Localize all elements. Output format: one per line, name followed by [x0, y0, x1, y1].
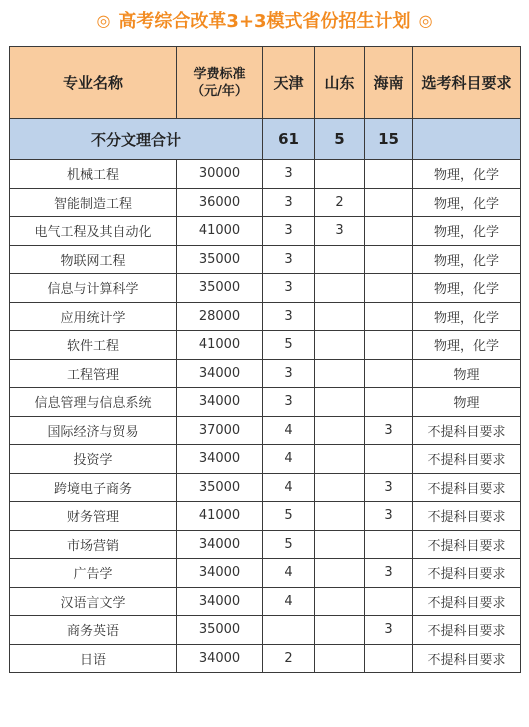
- table-row: [10, 616, 521, 645]
- table-row: [10, 331, 521, 360]
- cell-fee: 35000: [177, 274, 263, 303]
- cell-fee: 34000: [177, 388, 263, 417]
- cell-tianjin: 3: [263, 217, 315, 246]
- cell-fee: 28000: [177, 302, 263, 331]
- cell-fee: 34000: [177, 644, 263, 673]
- total-subjects: [413, 119, 521, 160]
- cell-hainan: [365, 160, 413, 189]
- cell-shandong: [315, 416, 365, 445]
- cell-subjects: 物理: [413, 388, 521, 417]
- cell-subjects: 物理，化学: [413, 245, 521, 274]
- cell-tianjin: 2: [263, 644, 315, 673]
- cell-tianjin: 5: [263, 331, 315, 360]
- cell-shandong: [315, 502, 365, 531]
- cell-major: 商务英语: [10, 616, 177, 645]
- cell-shandong: [315, 445, 365, 474]
- header-tianjin: 天津: [263, 47, 315, 119]
- cell-fee: 41000: [177, 502, 263, 531]
- cell-fee: 41000: [177, 217, 263, 246]
- total-row: [10, 119, 521, 160]
- header-shandong: 山东: [315, 47, 365, 119]
- table-row: [10, 217, 521, 246]
- table-body: [10, 160, 521, 673]
- total-tianjin: 61: [263, 119, 315, 160]
- cell-shandong: 2: [315, 188, 365, 217]
- cell-fee: 37000: [177, 416, 263, 445]
- cell-tianjin: 5: [263, 530, 315, 559]
- cell-hainan: [365, 359, 413, 388]
- cell-tianjin: 4: [263, 473, 315, 502]
- cell-shandong: 3: [315, 217, 365, 246]
- cell-shandong: [315, 388, 365, 417]
- table-row: [10, 416, 521, 445]
- cell-subjects: 物理，化学: [413, 217, 521, 246]
- cell-major: 智能制造工程: [10, 188, 177, 217]
- cell-fee: 34000: [177, 445, 263, 474]
- cell-major: 日语: [10, 644, 177, 673]
- cell-tianjin: 4: [263, 587, 315, 616]
- cell-shandong: [315, 245, 365, 274]
- table-row: [10, 445, 521, 474]
- cell-major: 机械工程: [10, 160, 177, 189]
- cell-shandong: [315, 644, 365, 673]
- cell-subjects: 物理，化学: [413, 331, 521, 360]
- cell-hainan: 3: [365, 416, 413, 445]
- cell-shandong: [315, 302, 365, 331]
- header-fee-line2: （元/年）: [191, 83, 248, 99]
- table-row: [10, 160, 521, 189]
- table-row: [10, 188, 521, 217]
- cell-tianjin: 4: [263, 416, 315, 445]
- cell-subjects: 物理，化学: [413, 160, 521, 189]
- table-row: [10, 530, 521, 559]
- cell-hainan: [365, 388, 413, 417]
- cell-subjects: 物理，化学: [413, 302, 521, 331]
- cell-fee: 36000: [177, 188, 263, 217]
- total-shandong: 5: [315, 119, 365, 160]
- cell-fee: 41000: [177, 331, 263, 360]
- cell-hainan: 3: [365, 616, 413, 645]
- cell-tianjin: 4: [263, 445, 315, 474]
- cell-shandong: [315, 616, 365, 645]
- cell-subjects: 物理: [413, 359, 521, 388]
- cell-subjects: 物理，化学: [413, 188, 521, 217]
- table-row: [10, 302, 521, 331]
- table-row: [10, 502, 521, 531]
- cell-hainan: [365, 217, 413, 246]
- cell-tianjin: 3: [263, 388, 315, 417]
- cell-hainan: [365, 302, 413, 331]
- cell-fee: 35000: [177, 473, 263, 502]
- cell-shandong: [315, 473, 365, 502]
- cell-tianjin: [263, 616, 315, 645]
- cell-shandong: [315, 530, 365, 559]
- cell-major: 投资学: [10, 445, 177, 474]
- cell-subjects: 不提科目要求: [413, 416, 521, 445]
- cell-major: 财务管理: [10, 502, 177, 531]
- header-subjects: 选考科目要求: [413, 47, 521, 119]
- cell-subjects: 物理，化学: [413, 274, 521, 303]
- cell-hainan: [365, 245, 413, 274]
- cell-shandong: [315, 160, 365, 189]
- table-row: [10, 644, 521, 673]
- page-title: [0, 0, 529, 40]
- cell-major: 市场营销: [10, 530, 177, 559]
- cell-fee: 35000: [177, 616, 263, 645]
- header-hainan: 海南: [365, 47, 413, 119]
- header-fee-line1: 学费标准: [193, 66, 246, 82]
- cell-hainan: [365, 331, 413, 360]
- circle-decoration-icon: ◎: [96, 10, 111, 30]
- cell-subjects: 不提科目要求: [413, 473, 521, 502]
- page-title-text: 高考综合改革3+3模式省份招生计划: [118, 11, 411, 32]
- cell-shandong: [315, 331, 365, 360]
- cell-major: 软件工程: [10, 331, 177, 360]
- cell-hainan: [365, 530, 413, 559]
- cell-major: 信息与计算科学: [10, 274, 177, 303]
- cell-fee: 34000: [177, 530, 263, 559]
- cell-fee: 34000: [177, 359, 263, 388]
- cell-tianjin: 3: [263, 359, 315, 388]
- table-row: [10, 559, 521, 588]
- cell-shandong: [315, 559, 365, 588]
- cell-subjects: 不提科目要求: [413, 530, 521, 559]
- cell-hainan: [365, 188, 413, 217]
- cell-tianjin: 3: [263, 160, 315, 189]
- circle-decoration-icon: ◎: [418, 10, 433, 30]
- cell-hainan: 3: [365, 473, 413, 502]
- cell-hainan: 3: [365, 502, 413, 531]
- table-header: [10, 47, 521, 119]
- cell-tianjin: 4: [263, 559, 315, 588]
- cell-hainan: [365, 445, 413, 474]
- cell-major: 工程管理: [10, 359, 177, 388]
- cell-subjects: 不提科目要求: [413, 559, 521, 588]
- total-hainan: 15: [365, 119, 413, 160]
- cell-hainan: 3: [365, 559, 413, 588]
- cell-subjects: 不提科目要求: [413, 502, 521, 531]
- cell-major: 跨境电子商务: [10, 473, 177, 502]
- cell-fee: 34000: [177, 587, 263, 616]
- cell-major: 电气工程及其自动化: [10, 217, 177, 246]
- cell-major: 广告学: [10, 559, 177, 588]
- cell-subjects: 不提科目要求: [413, 644, 521, 673]
- table-row: [10, 245, 521, 274]
- cell-fee: 34000: [177, 559, 263, 588]
- cell-major: 应用统计学: [10, 302, 177, 331]
- cell-subjects: 不提科目要求: [413, 587, 521, 616]
- cell-major: 国际经济与贸易: [10, 416, 177, 445]
- cell-fee: 30000: [177, 160, 263, 189]
- table-row: [10, 388, 521, 417]
- cell-hainan: [365, 644, 413, 673]
- total-label: 不分文理合计: [10, 119, 263, 160]
- cell-major: 信息管理与信息系统: [10, 388, 177, 417]
- cell-tianjin: 3: [263, 188, 315, 217]
- cell-fee: 35000: [177, 245, 263, 274]
- table-row: [10, 587, 521, 616]
- table-row: [10, 473, 521, 502]
- cell-hainan: [365, 587, 413, 616]
- cell-major: 汉语言文学: [10, 587, 177, 616]
- header-fee: [177, 47, 263, 119]
- cell-subjects: 不提科目要求: [413, 445, 521, 474]
- enrollment-plan-table: [9, 46, 521, 673]
- cell-shandong: [315, 587, 365, 616]
- cell-subjects: 不提科目要求: [413, 616, 521, 645]
- cell-shandong: [315, 274, 365, 303]
- cell-tianjin: 3: [263, 274, 315, 303]
- cell-major: 物联网工程: [10, 245, 177, 274]
- table-row: [10, 359, 521, 388]
- cell-tianjin: 3: [263, 245, 315, 274]
- cell-shandong: [315, 359, 365, 388]
- cell-tianjin: 3: [263, 302, 315, 331]
- header-major: 专业名称: [10, 47, 177, 119]
- cell-hainan: [365, 274, 413, 303]
- table-row: [10, 274, 521, 303]
- cell-tianjin: 5: [263, 502, 315, 531]
